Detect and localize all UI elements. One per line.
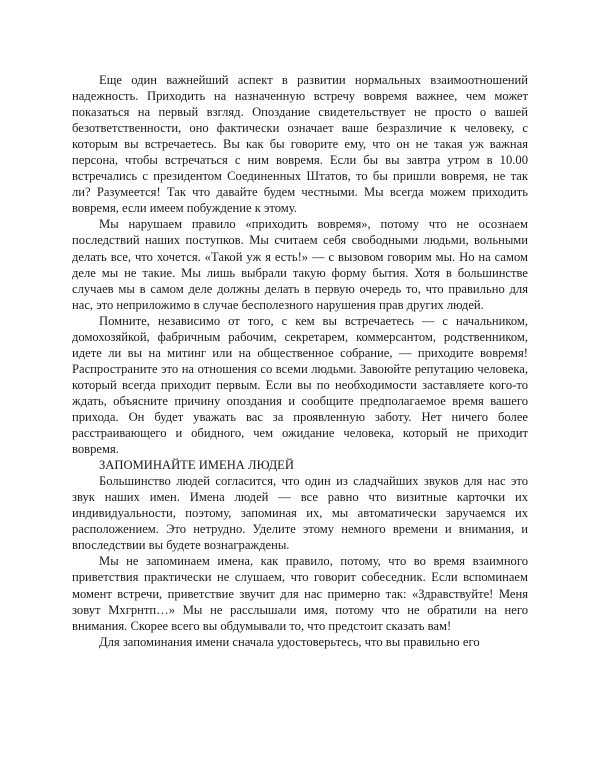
paragraph-reliability: Еще один важнейший аспект в развитии нормальных взаимоотношений надежность. Приходить на назначенную встречу вовремя важнее, чем может показаться на первый взгляд. Опоздание свидетельствует не просто о вашей безответственности, оно фактически означает ваше безразличие к человеку, с которым вы встречаетесь. Вы как бы говорите ему, что он не такая уж важная персона, чтобы встречаться с ним вовремя. Если бы вы завтра утром в 10.00 встречались с президентом Соединенных Штатов, то бы пришли вовремя, не так ли? Разумеется! Так что давайте будем честными. Мы всегда можем приходить вовремя, если имеем побуждение к этому. bbox=[72, 73, 528, 216]
section-heading: ЗАПОМИНАЙТЕ ИМЕНА ЛЮДЕЙ bbox=[99, 458, 294, 473]
document-page bbox=[72, 72, 528, 650]
paragraph-why-we-forget-names: Мы не запоминаем имена, как правило, потому, что во время взаимного приветствия практически не слушаем, что говорит собеседник. Если вспоминаем момент встречи, приветствие звучит для нас примерно так: «Здравствуйте! Меня зовут Мхгрнтп…» Мы не расслышали имя, потому что не обратили на него внимания. Скорее всего вы обдумывали то, что предстоит сказать вам! bbox=[72, 554, 528, 633]
paragraph-remembering-names-partial: Для запоминания имени сначала удостоверьтесь, что вы правильно его bbox=[99, 634, 480, 649]
paragraph-rule-violation: Мы нарушаем правило «приходить вовремя», потому что не осознаем последствий наших поступков. Мы считаем себя свободными людьми, вольными делать все, что хочется. «Такой уж я есть!» — с вызовом говорим мы. Но на самом деле мы не такие. Мы лишь выбрали такую форму бытия. Хотя в большинстве случаев мы в самом деле должны делать в первую очередь то, что правильно для нас, это неприложимо в случае бесполезного нарушения прав других людей. bbox=[72, 217, 528, 312]
paragraph-names-sweetest-sound: Большинство людей согласится, что один из сладчайших звуков для нас это звук наших имен. Имена людей — все равно что визитные карточки их индивидуальности, поэтому, запоминая их, мы автоматически заручаемся их расположением. Это нетрудно. Уделите этому немного времени и внимания, и впоследствии вы будете вознаграждены. bbox=[72, 474, 528, 553]
paragraph-be-on-time: Помните, независимо от того, с кем вы встречаетесь — с начальником, домохозяйкой, фабричным рабочим, секретарем, коммерсантом, родственником, идете ли вы на митинг или на общественное собрание, — приходите вовремя! Распространите это на отношения со всеми людьми. Завоюйте репутацию человека, который всегда приходит первым. Если вы по необходимости заставляете кого-то ждать, объясните причину опоздания и сообщите предполагаемое время вашего прихода. Он будет уважать вас за проявленную заботу. Нет ничего более расстраивающего и обидного, чем ожидание человека, который не приходит вовремя. bbox=[72, 313, 528, 457]
